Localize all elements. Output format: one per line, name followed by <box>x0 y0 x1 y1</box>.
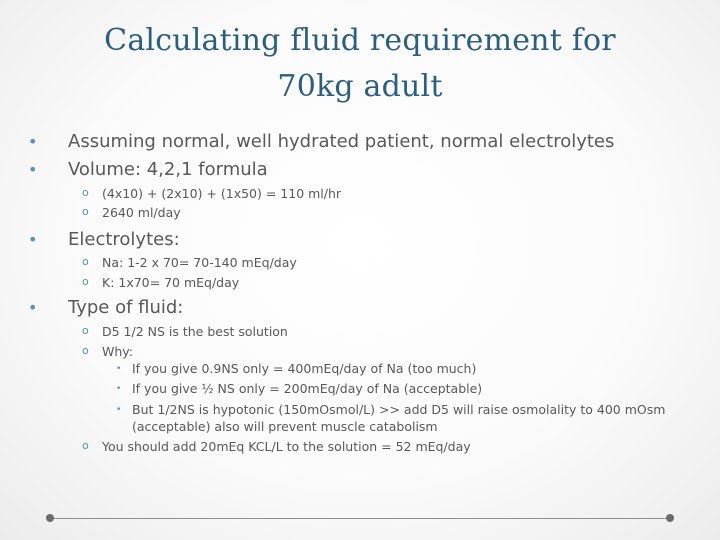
footer-dot-right-icon <box>666 514 674 522</box>
bullet-dot-icon: • <box>28 160 38 179</box>
sub-item-text: Why: <box>102 344 133 359</box>
footer-dot-left-icon <box>46 514 54 522</box>
bullet-dot-icon: • <box>116 384 122 394</box>
sub-item-text: D5 1/2 NS is the best solution <box>102 324 288 339</box>
circle-bullet-icon: o <box>82 275 89 288</box>
circle-bullet-icon: o <box>82 186 89 199</box>
slide-title-line-1: Calculating fluid requirement for <box>104 23 616 58</box>
circle-bullet-icon: o <box>82 344 89 357</box>
bullet-dot-icon: • <box>116 405 122 415</box>
circle-bullet-icon: o <box>82 324 89 337</box>
bullet-dot-icon: • <box>28 230 38 249</box>
bullet-dot-icon: • <box>28 298 38 317</box>
sub-item-text: Na: 1-2 x 70= 70-140 mEq/day <box>102 255 297 270</box>
footer-divider <box>50 518 670 519</box>
bullet-text: Volume: 4,2,1 formula <box>68 159 268 180</box>
sub-item-text: (4x10) + (2x10) + (1x50) = 110 ml/hr <box>102 186 342 201</box>
circle-bullet-icon: o <box>82 205 89 218</box>
sub-item-text: 2640 ml/day <box>102 205 181 220</box>
bullet-text: Assuming normal, well hydrated patient, normal electrolytes <box>68 131 615 152</box>
circle-bullet-icon: o <box>82 255 89 268</box>
why-item-hypotonic-continuation: (acceptable) also will prevent muscle catabolism <box>132 419 438 434</box>
why-item-text: But 1/2NS is hypotonic (150mOsmol/L) >> add D5 will raise osmolality to 400 mOsm <box>132 402 666 417</box>
bullet-text: Type of fluid: <box>68 297 184 318</box>
why-item-text: If you give ½ NS only = 200mEq/day of Na (acceptable) <box>132 381 483 396</box>
sub-item-text: K: 1x70= 70 mEq/day <box>102 275 240 290</box>
bullet-text: Electrolytes: <box>68 229 180 250</box>
sub-item-text: You should add 20mEq KCL/L to the solution = 52 mEq/day <box>102 439 471 454</box>
circle-bullet-icon: o <box>82 439 89 452</box>
slide-title-line-2: 70kg adult <box>277 69 443 104</box>
bullet-dot-icon: • <box>28 132 38 151</box>
why-item-text: If you give 0.9NS only = 400mEq/day of Na (too much) <box>132 361 477 376</box>
bullet-dot-icon: • <box>116 364 122 374</box>
